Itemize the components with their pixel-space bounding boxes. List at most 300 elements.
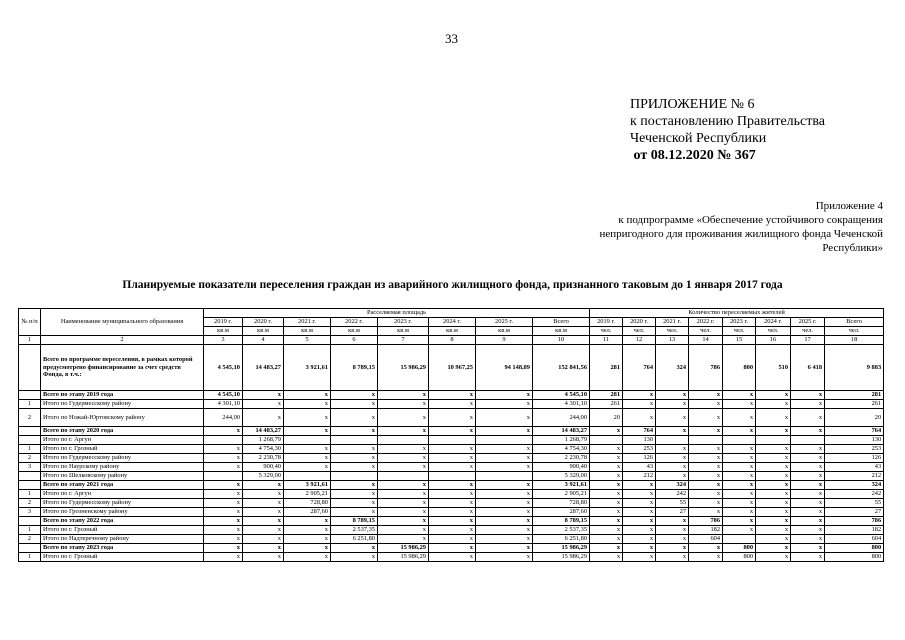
table-cell: x (791, 535, 825, 544)
table-cell: 2 537,35 (533, 526, 590, 535)
appendix-title: ПРИЛОЖЕНИЕ № 6 (630, 97, 755, 112)
sub-appendix-line: Приложение 4 (815, 200, 883, 212)
table-cell: x (656, 517, 689, 526)
table-cell: x (756, 553, 791, 562)
table-cell: x (204, 499, 243, 508)
sub-appendix-line: Республики» (822, 242, 883, 254)
table-cell: 9 883 (825, 345, 884, 391)
header-unit: кв.м (533, 327, 590, 336)
row-name: Итого по Гудермесскому району (41, 400, 204, 409)
table-cell: x (723, 445, 756, 454)
table-title: Планируемые показатели переселения граждан из аварийного жилищного фонда, признанного таковым до 1 января 2017 года (122, 279, 783, 291)
header-unit: чел. (689, 327, 723, 336)
table-cell: 253 (623, 445, 656, 454)
table-cell: 20 (590, 409, 623, 427)
table-cell: x (243, 553, 284, 562)
sub-appendix-line: к подпрограмме «Обеспечение устойчивого сокращения (618, 214, 883, 226)
header-year: 2020 г. (243, 318, 284, 327)
table-cell: 130 (623, 436, 656, 445)
table-cell: x (284, 463, 331, 472)
table-cell: 1 268,79 (243, 436, 284, 445)
table-cell: 728,80 (533, 499, 590, 508)
table-cell (429, 472, 476, 481)
row-name: Всего по этапу 2019 года (41, 391, 204, 400)
table-cell: x (723, 481, 756, 490)
header-area-group: Расселяемая площадь (204, 309, 590, 318)
table-row (19, 400, 884, 409)
table-cell: 14 483,27 (533, 427, 590, 436)
table-cell: x (204, 526, 243, 535)
table-cell: 27 (825, 508, 884, 517)
column-number: 11 (590, 336, 623, 345)
table-cell: x (204, 517, 243, 526)
table-cell: x (656, 400, 689, 409)
table-cell: x (656, 544, 689, 553)
table-cell: x (623, 526, 656, 535)
table-cell: x (689, 427, 723, 436)
table-cell: 5 329,00 (533, 472, 590, 481)
table-cell: x (689, 508, 723, 517)
table-cell (204, 436, 243, 445)
row-number: 2 (19, 454, 41, 463)
table-cell: x (756, 400, 791, 409)
header-year: Всего (825, 318, 884, 327)
header-year: 2021 г. (284, 318, 331, 327)
table-cell: x (756, 526, 791, 535)
table-cell: x (476, 409, 533, 427)
header-year: 2023 г. (378, 318, 429, 327)
table-cell: x (656, 454, 689, 463)
table-cell: x (378, 490, 429, 499)
row-number (19, 427, 41, 436)
table-cell: x (689, 409, 723, 427)
table-cell: x (243, 517, 284, 526)
table-cell: x (791, 508, 825, 517)
table-cell (723, 535, 756, 544)
table-cell: x (590, 553, 623, 562)
table-cell: 4 754,30 (533, 445, 590, 454)
table-cell: x (378, 409, 429, 427)
table-cell: x (689, 499, 723, 508)
table-cell: 244,00 (204, 409, 243, 427)
table-cell: 281 (590, 345, 623, 391)
table-cell: 2 905,21 (284, 490, 331, 499)
table-cell: 15 986,29 (378, 345, 429, 391)
table-cell (331, 436, 378, 445)
table-cell: x (623, 391, 656, 400)
column-number: 15 (723, 336, 756, 345)
row-number (19, 436, 41, 445)
table-cell: 55 (656, 499, 689, 508)
table-cell: x (656, 409, 689, 427)
table-cell: 27 (656, 508, 689, 517)
table-cell: 2 230,78 (533, 454, 590, 463)
row-name: Всего по этапу 2021 года (41, 481, 204, 490)
table-cell: x (204, 454, 243, 463)
table-cell: x (723, 472, 756, 481)
table-cell: x (590, 454, 623, 463)
table-cell: x (756, 508, 791, 517)
header-year: 2022 г. (689, 318, 723, 327)
appendix-date: 08.12.2020 № 367 (650, 148, 756, 163)
table-cell: x (429, 445, 476, 454)
column-number: 12 (623, 336, 656, 345)
header-unit: кв.м (429, 327, 476, 336)
table-cell: x (284, 544, 331, 553)
table-row (19, 535, 884, 544)
table-cell: 15 986,29 (378, 544, 429, 553)
table-cell: 212 (825, 472, 884, 481)
row-number: 1 (19, 400, 41, 409)
table-cell: x (791, 517, 825, 526)
table-cell: x (476, 499, 533, 508)
table-cell (378, 472, 429, 481)
table-cell: 15 986,29 (533, 553, 590, 562)
column-number: 1 (19, 336, 41, 345)
table-cell: x (284, 535, 331, 544)
table-cell: x (331, 427, 378, 436)
table-cell: x (756, 445, 791, 454)
table-cell: x (331, 490, 378, 499)
row-number: 1 (19, 490, 41, 499)
header-row-col-numbers (19, 336, 884, 345)
table-cell: x (378, 463, 429, 472)
row-name: Итого по Ножай-Юртовскому району (41, 409, 204, 427)
header-year: 2024 г. (429, 318, 476, 327)
table-cell: x (429, 481, 476, 490)
header-unit: кв.м (243, 327, 284, 336)
table-cell: 786 (689, 517, 723, 526)
table-cell: x (623, 400, 656, 409)
table-cell: 281 (825, 391, 884, 400)
table-cell: x (284, 409, 331, 427)
table-cell: 900,40 (533, 463, 590, 472)
table-cell: x (590, 481, 623, 490)
table-cell: x (378, 481, 429, 490)
table-cell: 604 (825, 535, 884, 544)
table-row (19, 499, 884, 508)
table-cell: x (476, 463, 533, 472)
table-cell: 242 (825, 490, 884, 499)
table-cell: 212 (623, 472, 656, 481)
table-cell: x (476, 517, 533, 526)
table-cell: x (791, 454, 825, 463)
table-cell: x (791, 490, 825, 499)
table-cell (331, 472, 378, 481)
table-cell: 20 (825, 409, 884, 427)
header-unit: чел. (656, 327, 689, 336)
table-cell: x (656, 553, 689, 562)
table-cell: x (331, 481, 378, 490)
row-number: 2 (19, 409, 41, 427)
column-number: 4 (243, 336, 284, 345)
table-cell (429, 436, 476, 445)
table-cell: 287,60 (284, 508, 331, 517)
column-number: 17 (791, 336, 825, 345)
header-year: 2024 г. (756, 318, 791, 327)
sub-appendix (543, 199, 883, 255)
table-cell: x (689, 445, 723, 454)
table-cell: 3 921,61 (533, 481, 590, 490)
table-cell: x (791, 481, 825, 490)
table-cell: 800 (723, 544, 756, 553)
header-year: 2021 г. (656, 318, 689, 327)
table-cell: 130 (825, 436, 884, 445)
header-year: 2025 г. (476, 318, 533, 327)
row-number: 3 (19, 463, 41, 472)
table-cell: 281 (590, 391, 623, 400)
table-cell: 5 329,00 (243, 472, 284, 481)
table-row (19, 490, 884, 499)
table-cell: 261 (590, 400, 623, 409)
table-cell: x (689, 490, 723, 499)
table-cell: 126 (825, 454, 884, 463)
table-cell: 900,40 (243, 463, 284, 472)
table-cell: 6 418 (791, 345, 825, 391)
table-cell: 6 251,80 (331, 535, 378, 544)
table-cell: x (756, 544, 791, 553)
table-cell: x (429, 544, 476, 553)
table-cell: x (656, 526, 689, 535)
table-cell: x (723, 400, 756, 409)
row-number: 2 (19, 499, 41, 508)
table-row (19, 427, 884, 436)
table-cell: x (429, 490, 476, 499)
table-cell: x (476, 391, 533, 400)
table-cell: 764 (825, 427, 884, 436)
table-cell: x (723, 526, 756, 535)
table-cell: x (656, 445, 689, 454)
row-name: Всего по этапу 2022 года (41, 517, 204, 526)
table-cell: x (476, 427, 533, 436)
header-row-groups (19, 309, 884, 318)
table-cell: 287,60 (533, 508, 590, 517)
table-cell: x (284, 391, 331, 400)
table-cell: x (623, 490, 656, 499)
table-cell: 604 (689, 535, 723, 544)
table-cell: 15 986,29 (533, 544, 590, 553)
table-cell: 43 (825, 463, 884, 472)
column-number: 9 (476, 336, 533, 345)
table-cell: x (476, 508, 533, 517)
table-cell: x (656, 391, 689, 400)
header-people-group: Количество переселяемых жителей (590, 309, 884, 318)
column-number: 5 (284, 336, 331, 345)
table-cell: x (378, 427, 429, 436)
table-cell: x (204, 481, 243, 490)
table-cell: x (791, 472, 825, 481)
header-unit: чел. (590, 327, 623, 336)
table-cell: x (331, 400, 378, 409)
table-cell: x (756, 427, 791, 436)
table-cell: 15 986,29 (378, 553, 429, 562)
table-cell: x (378, 517, 429, 526)
column-number: 7 (378, 336, 429, 345)
table-row (19, 517, 884, 526)
header-unit: кв.м (378, 327, 429, 336)
table-cell: x (331, 553, 378, 562)
table-cell: x (429, 535, 476, 544)
table-cell (284, 436, 331, 445)
table-cell: x (791, 499, 825, 508)
table-cell: x (378, 391, 429, 400)
table-cell: x (791, 445, 825, 454)
table-cell: x (243, 526, 284, 535)
header-unit: чел. (723, 327, 756, 336)
table-cell: x (204, 535, 243, 544)
row-name: Итого по Наурскому району (41, 463, 204, 472)
table-cell: 764 (623, 345, 656, 391)
row-number (19, 481, 41, 490)
table-cell: x (590, 445, 623, 454)
table-cell: x (429, 454, 476, 463)
table-cell: 1 268,79 (533, 436, 590, 445)
table-cell: x (476, 526, 533, 535)
table-cell: x (331, 391, 378, 400)
table-cell: x (590, 427, 623, 436)
table-cell: x (476, 400, 533, 409)
table-cell: x (623, 409, 656, 427)
row-number (19, 391, 41, 400)
table-cell: x (590, 535, 623, 544)
table-cell: x (623, 544, 656, 553)
table-row (19, 436, 884, 445)
header-unit: чел. (791, 327, 825, 336)
header-year: 2019 г. (204, 318, 243, 327)
page-number: 33 (445, 31, 458, 46)
table-cell: 182 (825, 526, 884, 535)
header-unit: чел. (623, 327, 656, 336)
table-cell: x (331, 544, 378, 553)
table-cell: 6 251,80 (533, 535, 590, 544)
row-number (19, 472, 41, 481)
row-name: Итого по Шелковскому району (41, 472, 204, 481)
table-cell: x (429, 517, 476, 526)
header-num: № п/п (19, 309, 41, 336)
table-cell: x (623, 553, 656, 562)
table-cell (590, 436, 623, 445)
table-cell: x (476, 445, 533, 454)
table-cell: 800 (825, 544, 884, 553)
table-cell: x (791, 544, 825, 553)
table-cell: x (331, 499, 378, 508)
appendix-line: Чеченской Республики (630, 131, 767, 146)
table-row (19, 526, 884, 535)
table-cell: x (243, 391, 284, 400)
table-cell: x (791, 409, 825, 427)
table-cell (689, 436, 723, 445)
table-cell: 800 (723, 345, 756, 391)
table-cell (378, 436, 429, 445)
table-cell: x (623, 499, 656, 508)
table-cell: x (756, 535, 791, 544)
row-name: Итого по г. Грозный (41, 553, 204, 562)
table-cell: x (590, 526, 623, 535)
table-cell: 43 (623, 463, 656, 472)
table-cell (756, 436, 791, 445)
appendix-date-line (630, 147, 825, 164)
table-cell: x (204, 490, 243, 499)
table-row (19, 553, 884, 562)
table-cell: 2 537,35 (331, 526, 378, 535)
table-cell: x (243, 499, 284, 508)
row-number (19, 345, 41, 391)
table-cell: x (756, 481, 791, 490)
header-unit: кв.м (331, 327, 378, 336)
table-cell: x (689, 400, 723, 409)
table-cell: x (656, 472, 689, 481)
table-row (19, 409, 884, 427)
table-cell: x (429, 409, 476, 427)
table-cell: x (623, 508, 656, 517)
table-cell: x (791, 463, 825, 472)
table-cell: x (756, 472, 791, 481)
row-number: 3 (19, 508, 41, 517)
table-cell: x (204, 544, 243, 553)
table-cell: x (623, 517, 656, 526)
column-number: 10 (533, 336, 590, 345)
table-cell: x (723, 454, 756, 463)
table-cell: x (378, 508, 429, 517)
table-cell: x (476, 535, 533, 544)
resettlement-table (18, 308, 884, 562)
table-cell: x (429, 526, 476, 535)
table-cell: 728,80 (284, 499, 331, 508)
table-cell (476, 436, 533, 445)
row-number: 1 (19, 445, 41, 454)
table-cell: x (378, 499, 429, 508)
table-cell: x (689, 481, 723, 490)
table-cell: x (429, 463, 476, 472)
table-cell: x (689, 463, 723, 472)
header-unit: чел. (756, 327, 791, 336)
table-row (19, 445, 884, 454)
table-cell: 14 483,27 (243, 427, 284, 436)
header-year: 2025 г. (791, 318, 825, 327)
table-cell: x (331, 454, 378, 463)
column-number: 14 (689, 336, 723, 345)
column-number: 13 (656, 336, 689, 345)
table-cell: x (243, 490, 284, 499)
table-cell: x (723, 499, 756, 508)
table-cell: x (590, 544, 623, 553)
sub-appendix-line: непригодного для проживания жилищного фонда Чеченской (599, 228, 883, 240)
column-number: 18 (825, 336, 884, 345)
table-cell: x (331, 445, 378, 454)
table-cell: x (756, 490, 791, 499)
table-cell: x (243, 544, 284, 553)
table-cell: 4 545,10 (204, 345, 243, 391)
table-cell: x (284, 526, 331, 535)
table-cell: 764 (623, 427, 656, 436)
column-number: 16 (756, 336, 791, 345)
table-cell: x (429, 400, 476, 409)
row-number (19, 544, 41, 553)
table-row (19, 345, 884, 391)
table-cell: x (284, 400, 331, 409)
table-cell: 786 (825, 517, 884, 526)
table-cell: x (204, 508, 243, 517)
table-cell: 4 754,30 (243, 445, 284, 454)
table-cell: x (204, 445, 243, 454)
table-cell: 4 545,10 (204, 391, 243, 400)
row-name: Итого по г. Аргун (41, 490, 204, 499)
table-cell: x (243, 508, 284, 517)
row-name: Итого по Надтеречному району (41, 535, 204, 544)
table-cell: x (791, 553, 825, 562)
table-cell: x (243, 400, 284, 409)
table-cell: x (331, 409, 378, 427)
